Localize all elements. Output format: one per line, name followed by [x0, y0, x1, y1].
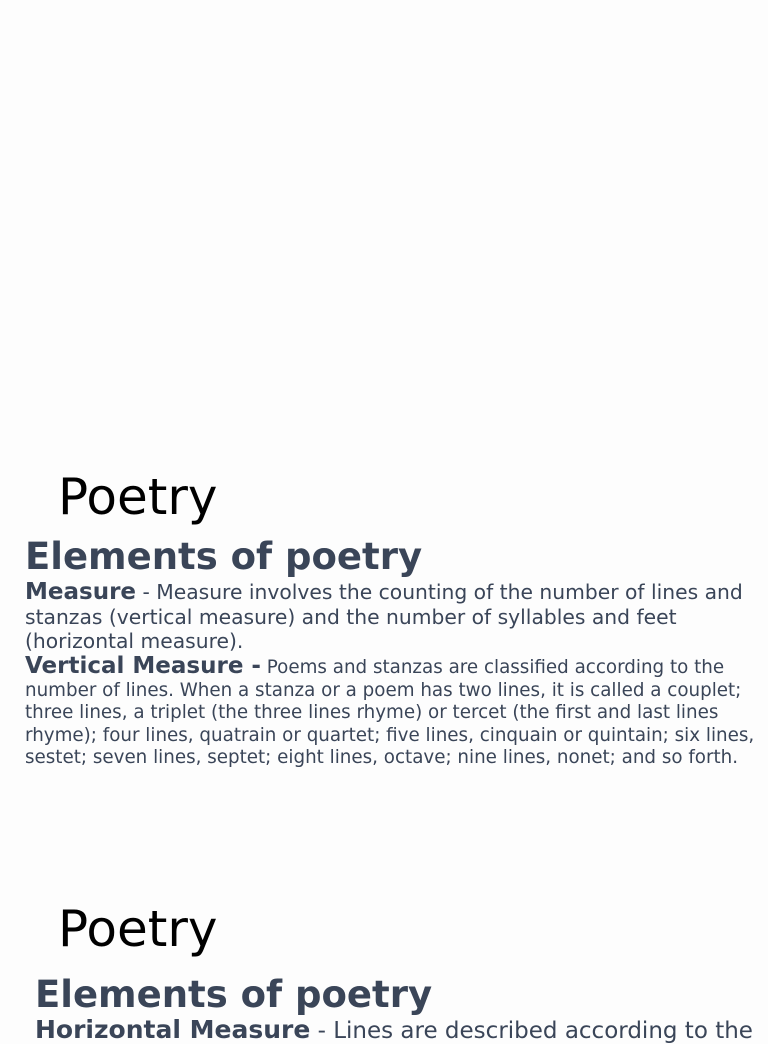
measure-paragraph — [25, 580, 760, 654]
paragraph-text: Measure involves the counting of the number of lines and stanzas (vertical measure) and the number of syllables and feet (horizontal measure). — [25, 580, 743, 653]
term-label: Vertical Measure - — [25, 653, 261, 679]
slide-2 — [0, 860, 768, 1044]
paragraph-text: Poems and stanzas are classified according to the number of lines. When a stanza or a poem has two lines, it is called a couplet; three lines, a triplet (the three lines rhyme) or tercet (the first and last lines rhyme); four lines, quatrain or quartet; five lines, cinquain or quintain; six lines, sestet; seven lines, septet; eight lines, octave; nine lines, nonet; and so forth. — [25, 657, 755, 769]
slide-title: Poetry — [58, 900, 218, 958]
term-separator: - — [136, 580, 157, 604]
term-label: Horizontal Measure — [35, 1015, 311, 1044]
horizontal-measure-paragraph — [35, 1015, 755, 1044]
vertical-measure-paragraph — [25, 655, 760, 770]
paragraph-text: Lines are described according to the — [333, 1018, 753, 1044]
term-label: Measure — [25, 579, 137, 605]
slide-title: Poetry — [58, 468, 218, 526]
section-heading: Elements of poetry — [35, 973, 433, 1016]
section-heading: Elements of poetry — [25, 535, 423, 578]
term-separator: - — [310, 1018, 334, 1044]
